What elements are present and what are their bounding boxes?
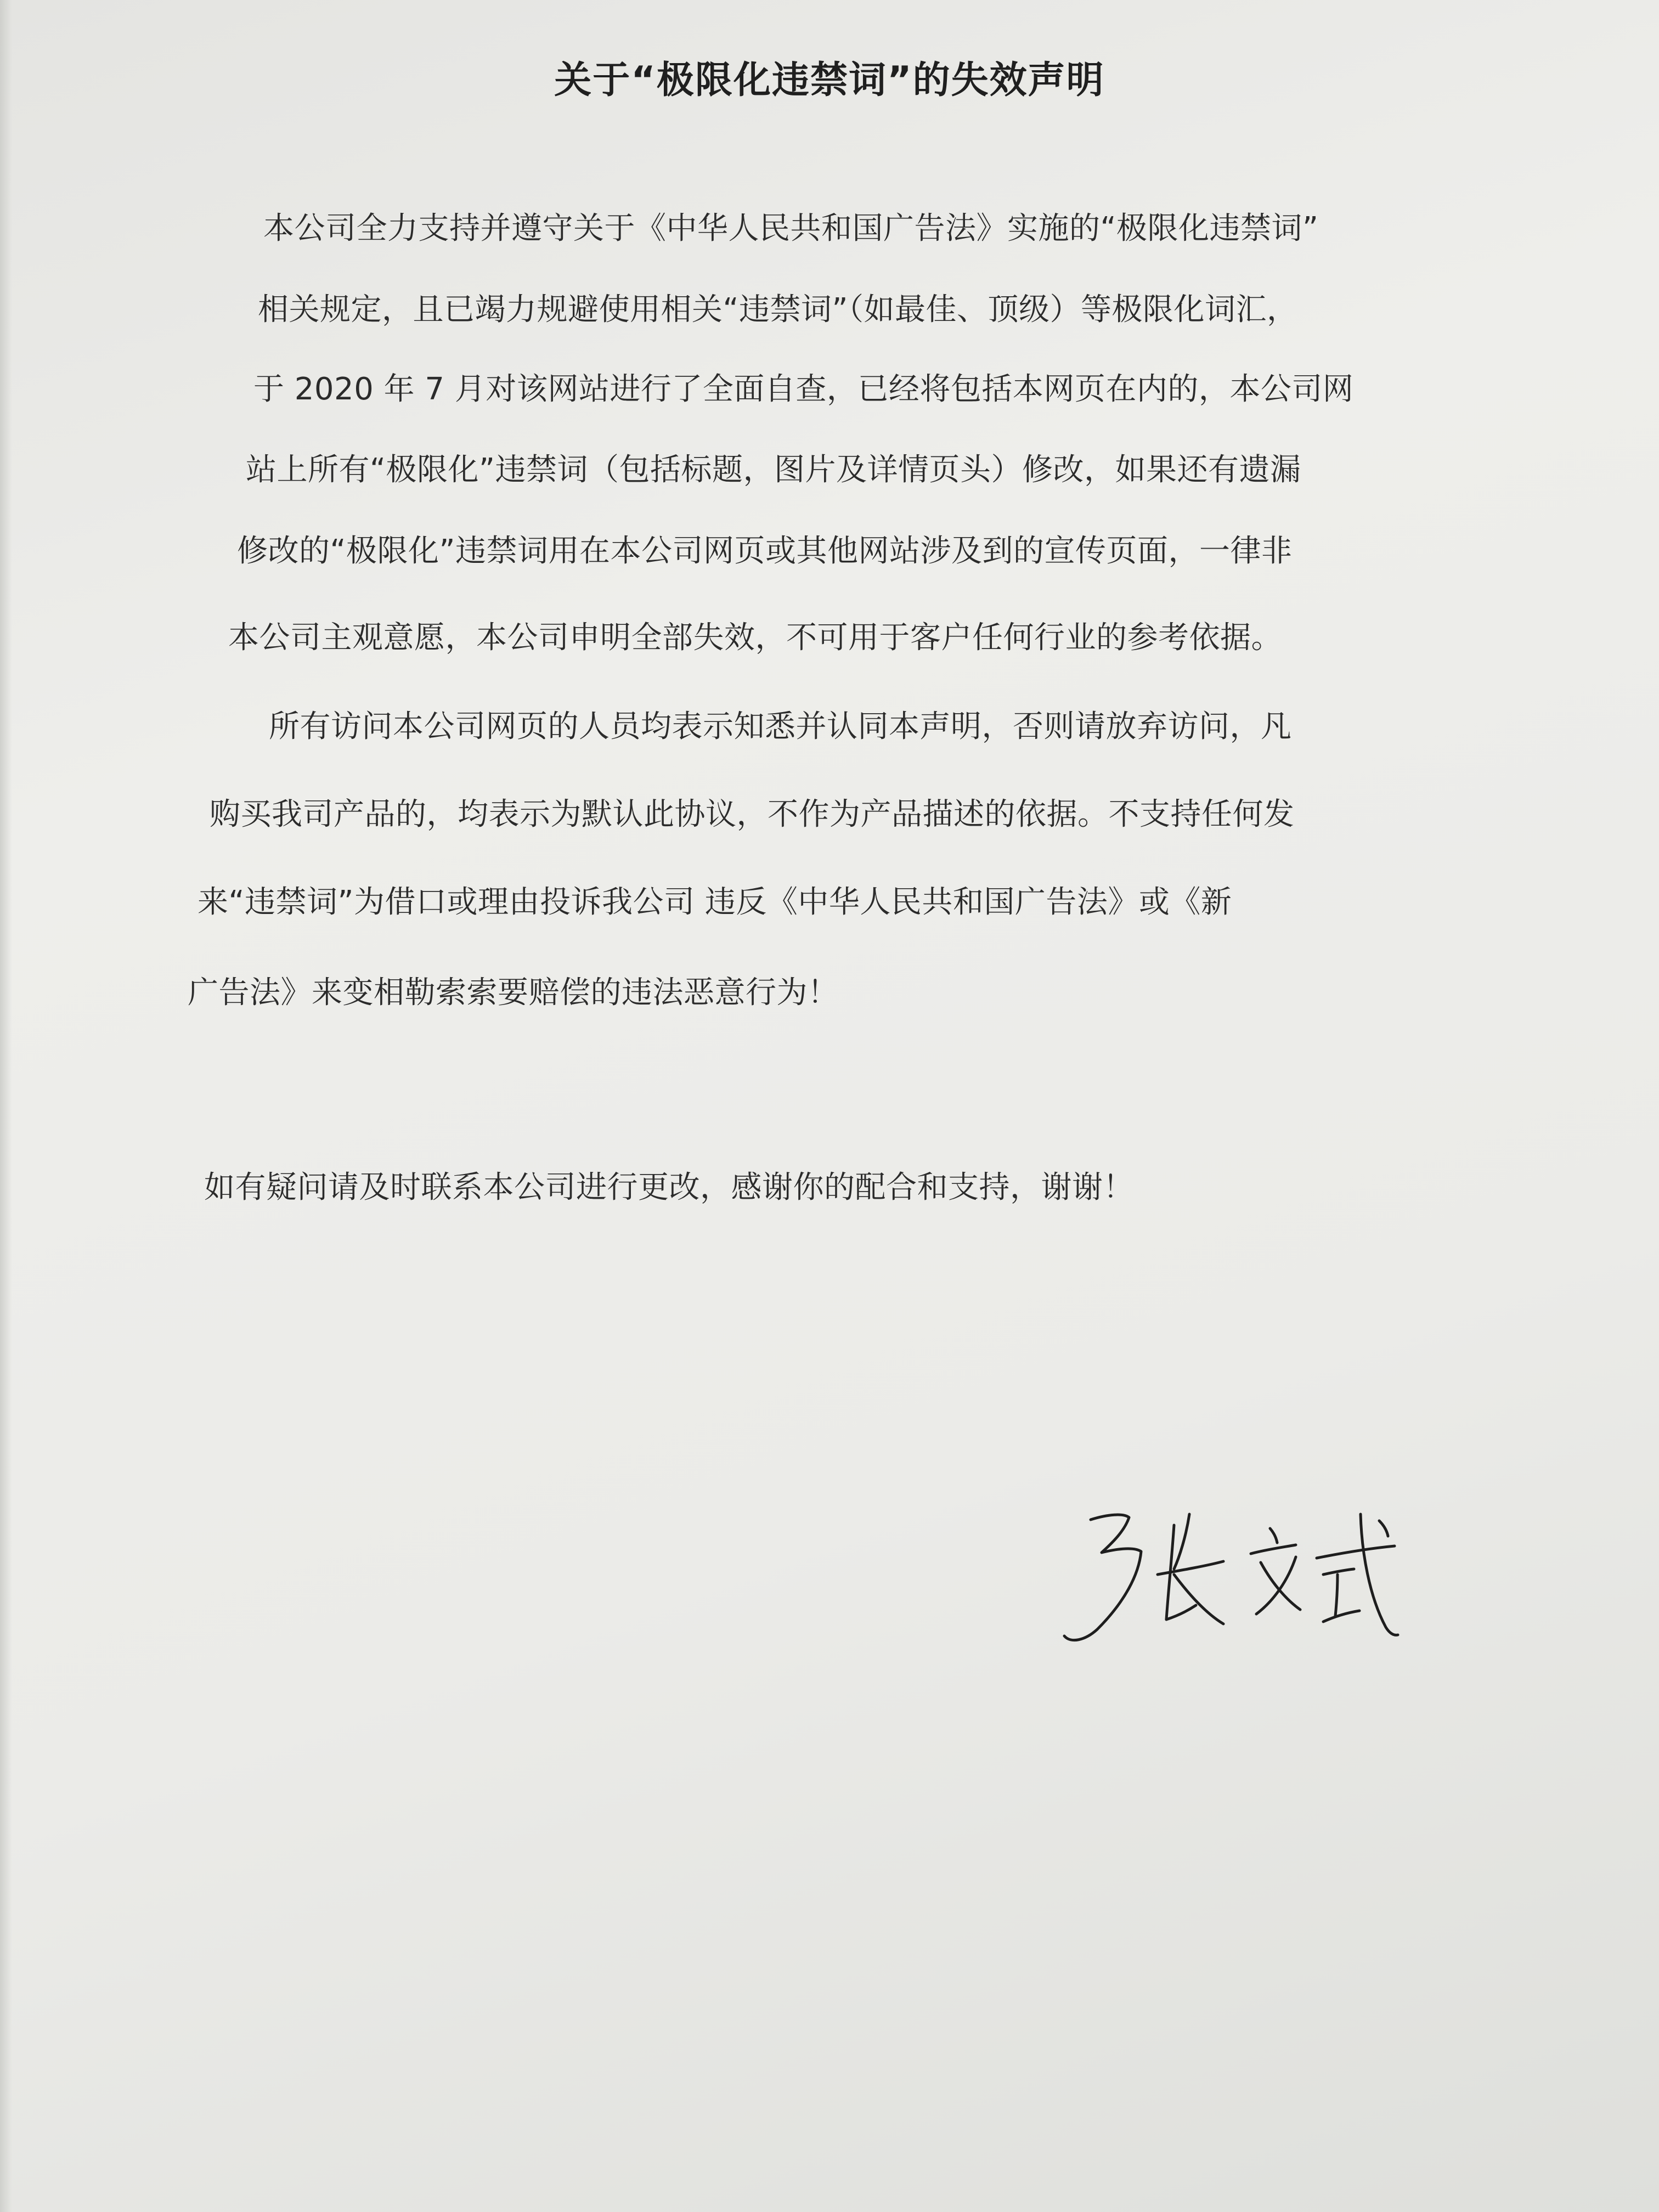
paragraph2-line: 购买我司产品的，均表示为默认此协议，不作为产品描述的依据。不支持任何发	[210, 797, 1295, 832]
handwritten-signature	[1059, 1492, 1410, 1673]
paragraph1-line: 修改的“极限化”违禁词用在本公司网页或其他网站涉及到的宣传页面，一律非	[237, 533, 1293, 569]
paragraph2-line: 来“违禁词”为借口或理由投诉我公司 违反《中华人民共和国广告法》或《新	[198, 884, 1232, 920]
paragraph2-line: 广告法》来变相勒索索要赔偿的违法恶意行为！	[188, 975, 839, 1011]
paragraph1-line: 本公司主观意愿，本公司申明全部失效，不可用于客户任何行业的参考依据。	[228, 620, 1282, 656]
closing-line: 如有疑问请及时联系本公司进行更改，感谢你的配合和支持，谢谢！	[204, 1170, 1134, 1205]
paragraph2-line: 所有访问本公司网页的人员均表示知悉并认同本声明，否则请放弃访问，凡	[269, 709, 1292, 744]
paragraph1-line: 于 2020 年 7 月对该网站进行了全面自查，已经将包括本网页在内的，本公司网	[253, 371, 1354, 407]
page-edge-shadow	[0, 0, 12, 2212]
paragraph1-line: 站上所有“极限化”违禁词（包括标题，图片及详情页头）修改，如果还有遗漏	[246, 452, 1301, 488]
paragraph1-line: 相关规定，且已竭力规避使用相关“违禁词”（如最佳、顶级）等极限化词汇，	[258, 292, 1298, 328]
paragraph1-line: 本公司全力支持并遵守关于《中华人民共和国广告法》实施的“极限化违禁词”	[263, 211, 1319, 246]
document-title: 关于“极限化违禁词”的失效声明	[554, 59, 1105, 102]
